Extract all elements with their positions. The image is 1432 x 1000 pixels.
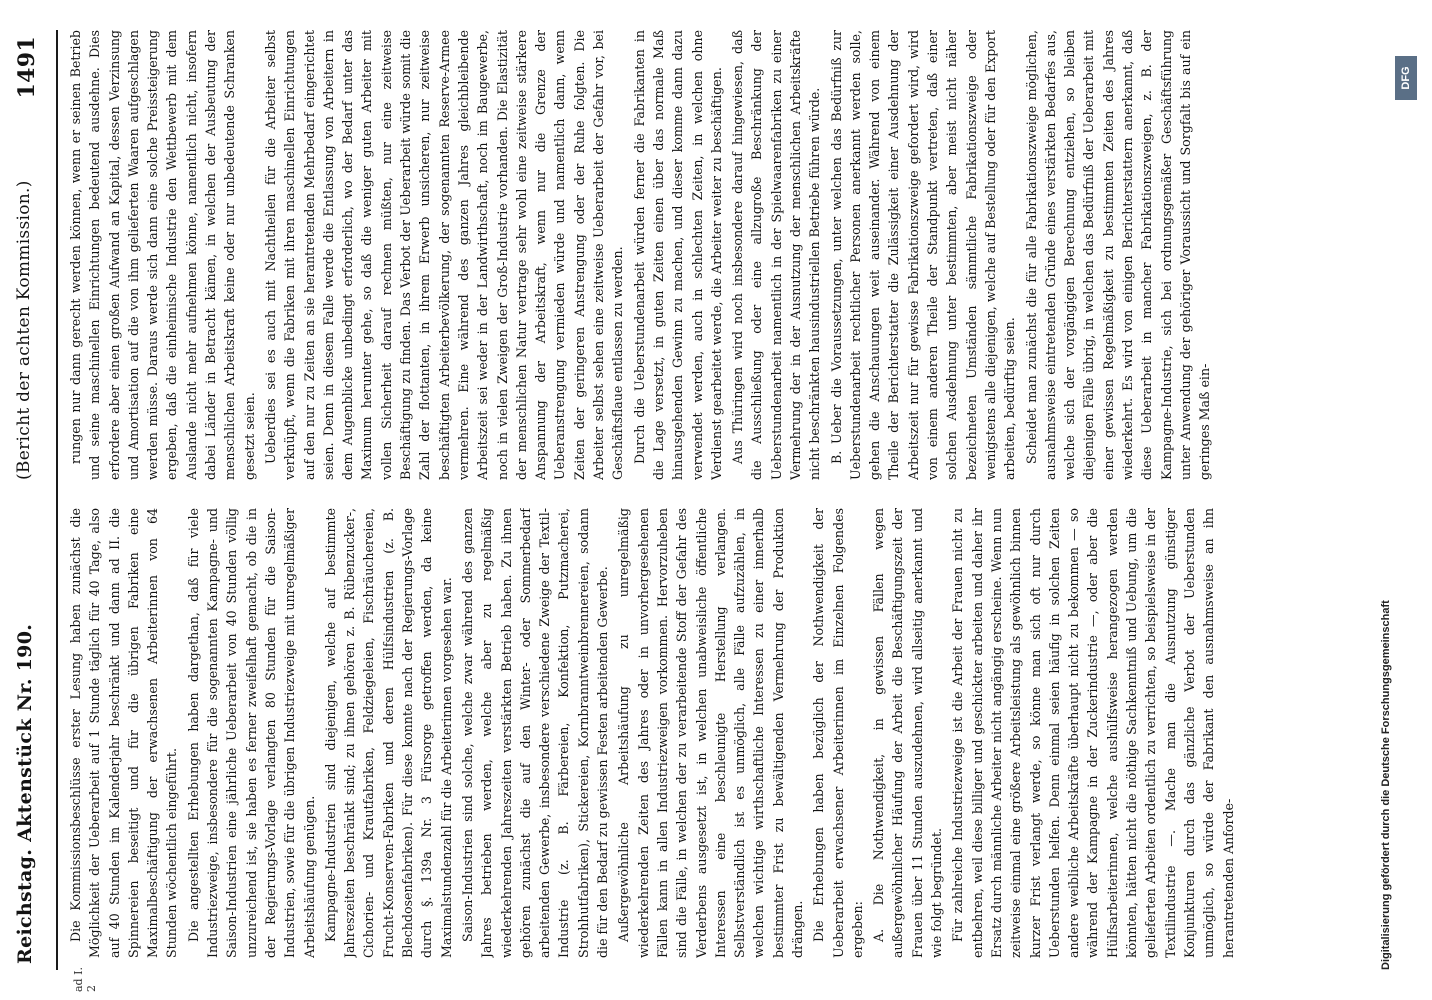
paragraph: Durch die Ueberstundenarbeit würden ferner die Fabrikanten in die Lage versetzt, in guten Zeiten einen über das normale Maß hinausgehenden Gewinn zu machen, und dieser komme dann dazu verwendet werden, auch in schlechten Zeiten, in welchen ohne Verdienst gearbeitet werde, die Arbeiter weiter zu beschäftigen.	[631, 30, 724, 480]
page-number: 1491	[14, 36, 40, 99]
left-column	[66, 508, 1336, 958]
digitization-note: Digitalisierung gefördert durch die Deutsche Forschungsgemeinschaft	[1380, 600, 1392, 970]
paragraph: Ueberdies sei es auch mit Nachtheilen für die Arbeiter selbst verknüpft, wenn die Fabriken mit ihren maschinellen Einrichtungen auf den nur zu Zeiten an sie herantretenden Mehrbedarf eingerichtet seien. Denn in diesem Falle werde die Entlassung von Arbeitern in dem Augenblicke unbedingt erforderlich, wo der Bedarf unter das Maximum herunter gehe, so daß die weniger guten Arbeiter mit vollen Sicherheit darauf rechnen müßten, nur eine zeitweise Beschäftigung zu finden. Das Verbot der Ueberarbeit würde somit die Zahl der flottanten, in ihrem Erwerb unsicheren, nur zeitweise beschäftigten Arbeiterbevölkerung, der sogenannten Reserve-Armee vermehren. Eine während des ganzen Jahres gleichbleibende Arbeitszeit sei weder in der Landwirthschaft, noch im Baugewerbe, noch in vielen Zweigen der Groß-Industrie vorhanden. Die Elastizität der menschlichen Natur vertrage sehr wohl eine zeitweise stärkere Anspannung der Arbeitskraft, wenn nur die Grenze der Ueberanstrengung vermieden würde und namentlich dann, wenn Zeiten der geringeren Anstrengung oder der Ruhe folgten. Die Arbeiter selbst sehen eine zeitweise Ueberarbeit der Gefahr vor, bei Geschäftsflaue entlassen zu werden.	[262, 30, 626, 480]
header-rule	[56, 30, 58, 970]
paragraph: Außergewöhnliche Arbeitshäufung zu unregelmäßig wiederkehrenden Zeiten des Jahres oder in unvorhergesehenen Fällen kann in allen Industriezweigen vorkommen. Hervorzuheben sind die Fälle, in welchen der zu verarbeitende Stoff der Gefahr des Verderbens ausgesetzt ist, in welchen unabweisliche öffentliche Interessen eine beschleunigte Herstellung verlangen. Selbstverständlich ist es unmöglich, alle Fälle aufzuzählen, in welchen wichtige wirthschaftliche Interessen zu einer innerhalb bestimmter Frist zu bewältigenden Vermehrung der Produktion drängen.	[616, 508, 805, 958]
paragraph: A. Die Nothwendigkeit, in gewissen Fällen wegen außergewöhnlicher Häufung der Arbeit die Beschäftigungszeit der Frauen über 11 Stunden auszudehnen, wird allseitig anerkannt und wie folgt begründet.	[871, 508, 945, 958]
paragraph: Die angestellten Erhebungen haben dargethan, daß für viele Industriezweige, insbesondere für die sogenannten Kampagne- und Saison-Industrien eine jährliche Ueberarbeit von 40 Stunden völlig unzureichend ist, sie haben es ferner zweifelhaft gemacht, ob die in der Regierungs-Vorlage verlangten 80 Stunden für die Saison-Industrien, sowie für die übrigen Industriezweige mit unregelmäßiger Arbeitshäufung genügen.	[185, 508, 317, 958]
dfg-logo: DFG	[1395, 56, 1417, 100]
paragraph: Saison-Industrien sind solche, welche zwar während des ganzen Jahres betrieben werden, welche aber zu regelmäßig wiederkehrenden Jahreszeiten verstärkten Betrieb haben. Zu ihnen gehören zunächst die auf den Winter- oder Sommerbedarf arbeitenden Gewerbe, insbesondere verschiedene Zweige der Textil-Industrie (z. B. Färbereien, Konfektion, Putzmacherei, Strohhutfabriken), Stickereien, Kornbranntweinbrennereien, sodann die für den Bedarf zu gewissen Festen arbeitenden Gewerbe.	[459, 508, 611, 958]
page-header-left: Reichstag. Aktenstück Nr. 190.	[14, 623, 36, 964]
paragraph: Die Erhebungen haben bezüglich der Nothwendigkeit der Ueberarbeit erwachsener Arbeiterinnen im Einzelnen Folgendes ergeben:	[811, 508, 865, 958]
page-header-title: (Bericht der achten Kommission.)	[14, 180, 34, 480]
paragraph: B. Ueber die Voraussetzungen, unter welchen das Bedürfniß zur Ueberstundenarbeit rechtlicher Personen anerkannt werden solle, gehen die Anschauungen weit auseinander. Während von einem Theile der Berichterstatter die Zulässigkeit einer Ausdehnung der Arbeitszeit nur für gewisse Fabrikationszweige gefordert wird, wird von einem anderen Theile der Standpunkt vertreten, daß einer solchen Ausdehnung unter bestimmten, aber meist nicht näher bezeichneten Umständen sämmtliche Fabrikationszweige oder wenigstens alle diejenigen, welche auf Bestellung oder für den Export arbeiten, bedürftig seien.	[828, 30, 1018, 480]
paragraph: rungen nur dann gerecht werden können, wenn er seinen Betrieb und seine maschinellen Einrichtungen bedeutend ausdehne. Dies erfordere aber einen großen Aufwand an Kapital, dessen Verzinsung und Amortisation auf die von ihm gelieferten Waaren aufgeschlagen werden müsse. Daraus werde sich dann eine solche Preissteigerung ergeben, daß die einheimische Industrie den Wettbewerb mit dem Auslande nicht mehr aufnehmen könne, namentlich nicht, insofern dabei Länder in Betracht kämen, in welchen der Ausbeutung der menschlichen Arbeitskraft keine oder nur unbedeutende Schranken gesetzt seien.	[68, 30, 257, 480]
paragraph: Aus Thüringen wird noch insbesondere darauf hingewiesen, daß die Ausschließung oder eine allzugroße Beschränkung der Ueberstundenarbeit namentlich in der Spielwaarenfabriken zu einer Vermehrung der in der Ausnutzung der menschlichen Arbeitskräfte nicht beschränkten hausindustriellen Betriebe führen würde.	[730, 30, 823, 480]
paragraph: Für zahlreiche Industriezweige ist die Arbeit der Frauen nicht zu entbehren, weil diese billiger und geschickter arbeiten und daher ihr Ersatz durch männliche Arbeiter nicht angängig erscheine. Wenn nun zeitweise einmal eine größere Arbeitsleistung als gewöhnlich binnen kurzer Frist verlangt werde, so könne man sich oft nur durch Ueberstunden helfen. Denn einmal seien häufig in solchen Zeiten andere weibliche Arbeitskräfte überhaupt nicht zu bekommen — so während der Kampagne in der Zuckerindustrie —, oder aber die Hülfsarbeiterinnen, welche aushülfsweise herangezogen werden könnten, hätten nicht die nöthige Sachkenntniß und Uebung, um die gelieferten Arbeiten ordentlich zu verrichten, so beispielsweise in der Textilindustrie —. Mache man die Ausnutzung günstiger Konjunkturen durch das gänzliche Verbot der Ueberstunden unmöglich, so würde der Fabrikant den ausnahmsweise an ihn herantretenden Anforde-	[950, 508, 1236, 958]
paragraph: Kampagne-Industrien sind diejenigen, welche auf bestimmte Jahreszeiten beschränkt sind; zu ihnen gehören z. B. Rübenzucker-, Cichorien- und Krautfabriken, Feldziegeleien, Fischräuchereien, Frucht-Konserven-Fabriken und deren Hülfsindustrien (z. B. Blechdosenfabriken). Für diese konnte nach der Regierungs-Vorlage durch §. 139a Nr. 3 Fürsorge getroffen werden, da keine Maximalstundenzahl für die Arbeiterinnen vorgesehen war.	[322, 508, 454, 958]
margin-note: ad I. 2	[72, 967, 98, 992]
paragraph: Scheidet man zunächst die für alle Fabrikationszweige möglichen, ausnahmsweise eintretenden Gründe eines verstärkten Bedarfes aus, welche sich der vorgängigen Berechnung entziehen, so bleiben diejenigen Fälle übrig, in welchen das Bedürfniß der Ueberarbeit mit einer gewissen Regelmäßigkeit zu bestimmten Zeiten des Jahres wiederkehrt. Es wird von einigen Berichterstattern anerkannt, daß diese Ueberarbeit in mancher Fabrikationszweigen, z. B. der Kampagne-Industrie, sich bei ordnungsgemäßer Geschäftsführung unter Anwendung der gehöriger Voraussicht und Sorgfalt bis auf ein geringes Maß ein-	[1023, 30, 1213, 480]
right-column	[66, 30, 1336, 480]
paragraph: Die Kommissionsbeschlüsse erster Lesung haben zunächst die Möglichkeit der Ueberarbeit auf 1 Stunde täglich für 40 Tage, also auf 40 Stunden im Kalenderjahr beschränkt und dann ad II. die Spinnereien beseitigt und für die übrigen Fabriken eine Maximalbeschäftigung der erwachsenen Arbeiterinnen von 64 Stunden wöchentlich eingeführt.	[68, 508, 180, 958]
